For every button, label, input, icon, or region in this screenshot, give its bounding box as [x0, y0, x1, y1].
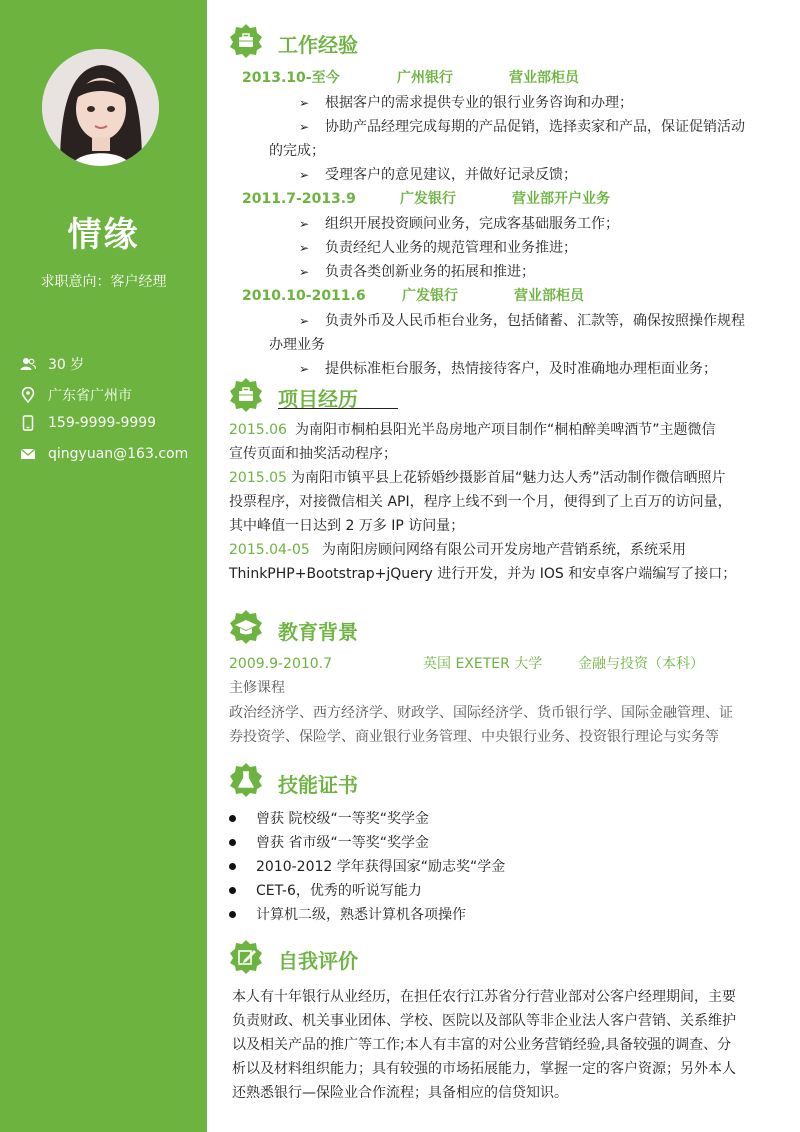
- mail-icon: [20, 446, 36, 462]
- section-title-education: 教育背景: [278, 620, 358, 644]
- project-desc: 其中峰值一日达到 2 万多 IP 访问量；: [229, 518, 465, 534]
- edit-icon: [229, 940, 263, 974]
- skill-item: 计算机二级，熟悉计算机各项操作: [256, 907, 466, 923]
- job-period: 2013.10-至今: [242, 70, 340, 86]
- job-duty: 负责各类创新业务的拓展和推进；: [325, 264, 535, 280]
- arrow-bullet-icon: ➢: [299, 241, 310, 255]
- skill-item: 2010-2012 学年获得国家“励志奖“学金: [256, 859, 506, 875]
- briefcase-icon: [229, 378, 263, 412]
- contact-age: [20, 353, 84, 375]
- phone-text[interactable]: 159-9999-9999: [48, 415, 157, 431]
- job-duty: 负责外币及人民币柜台业务，包括储蓄、汇款等，确保按照操作规程: [325, 313, 745, 329]
- skill-item: CET-6，优秀的听说写能力: [256, 883, 422, 899]
- skill-item: 曾获 省市级“一等奖“奖学金: [256, 835, 429, 851]
- age-text: 30 岁: [48, 357, 85, 373]
- arrow-bullet-icon: ➢: [299, 168, 310, 182]
- arrow-bullet-icon: ➢: [299, 314, 310, 328]
- contact-email: [20, 443, 188, 465]
- project-desc: 投票程序，对接微信相关 API，程序上线不到一个月，便得到了上百万的访问量，: [229, 494, 732, 510]
- job-company: 广发银行: [402, 288, 458, 304]
- self-eval-line: 还熟悉银行—保险业合作流程；具备相应的信贷知识。: [232, 1085, 568, 1101]
- job-duty: 协助产品经理完成每期的产品促销，选择卖家和产品，保证促销活动: [325, 119, 745, 135]
- arrow-bullet-icon: ➢: [299, 265, 310, 279]
- bullet-dot: [229, 815, 236, 822]
- section-title-skills: 技能证书: [278, 773, 358, 797]
- title-underline: [278, 408, 398, 409]
- location-text: 广东省广州市: [48, 388, 132, 404]
- map-pin-icon: [20, 387, 36, 403]
- job-duty: 根据客户的需求提供专业的银行业务咨询和办理；: [325, 95, 633, 111]
- edu-period: 2009.9-2010.7: [229, 656, 333, 672]
- bullet-dot: [229, 839, 236, 846]
- job-period: 2011.7-2013.9: [242, 191, 356, 207]
- section-title-work: 工作经验: [278, 33, 358, 57]
- project-desc: 为南阳市镇平县上花轿婚纱摄影首届“魅力达人秀”活动制作微信晒照片: [291, 470, 726, 486]
- job-duty: 提供标准柜台服务，热情接待客户，及时准确地办理柜面业务；: [325, 361, 717, 377]
- section-title-self-evaluation: 自我评价: [278, 949, 358, 973]
- bullet-dot: [229, 863, 236, 870]
- job-duty: 受理客户的意见建议，并做好记录反馈；: [325, 167, 577, 183]
- job-role: 营业部柜员: [514, 288, 584, 304]
- self-eval-line: 本人有十年银行从业经历，在担任农行江苏省分行营业部对公客户经理期间，主要: [232, 989, 736, 1005]
- email-text[interactable]: qingyuan@163.com: [48, 446, 189, 462]
- self-eval-line: 以及相关产品的推广等工作;本人有丰富的对公业务营销经验,具备较强的调查、分: [232, 1037, 732, 1053]
- project-desc: 为南阳房顾问网络有限公司开发房地产营销系统，系统采用: [322, 542, 686, 558]
- job-company: 广发银行: [400, 191, 456, 207]
- bullet-dot: [229, 887, 236, 894]
- skill-item: 曾获 院校级“一等奖“奖学金: [256, 811, 429, 827]
- candidate-name: 情缘: [67, 215, 140, 255]
- avatar: [42, 49, 159, 166]
- main-content: [207, 0, 800, 1132]
- self-eval-line: 析以及材料组织能力；具有较强的市场拓展能力，掌握一定的客户资源；另外本人: [232, 1061, 736, 1077]
- project-desc: 为南阳市桐柏县阳光半岛房地产项目制作“桐柏醉美啤酒节”主题微信: [295, 422, 716, 438]
- job-duty: 办理业务: [269, 337, 325, 353]
- job-duty: 负责经纪人业务的规范管理和业务推进；: [325, 240, 577, 256]
- project-desc: ThinkPHP+Bootstrap+jQuery 进行开发，并为 IOS 和安卓客户端编写了接口；: [229, 566, 737, 582]
- arrow-bullet-icon: ➢: [299, 217, 310, 231]
- project-date: 2015.06: [229, 422, 287, 438]
- job-period: 2010.10-2011.6: [242, 288, 366, 304]
- arrow-bullet-icon: ➢: [299, 96, 310, 110]
- job-duty: 的完成；: [269, 143, 325, 159]
- section-title-projects: 项目经历: [278, 387, 358, 411]
- courses-text: 券投资学、保险学、商业银行业务管理、中央银行业务、投资银行理论与实务等: [229, 729, 719, 745]
- project-date: 2015.04-05: [229, 542, 310, 558]
- users-icon: [20, 356, 36, 372]
- project-desc: 宣传页面和抽奖活动程序；: [229, 446, 397, 462]
- contact-location: [20, 384, 132, 406]
- arrow-bullet-icon: ➢: [299, 362, 310, 376]
- edu-major: 金融与投资（本科）: [578, 656, 704, 672]
- flask-icon: [229, 763, 263, 797]
- edu-school: 英国 EXETER 大学: [423, 656, 543, 672]
- sidebar: [0, 0, 207, 1132]
- phone-icon: [20, 415, 36, 431]
- courses-label: 主修课程: [229, 680, 285, 696]
- self-eval-line: 负责财政、机关事业团体、学校、医院以及部队等非企业法人客户营销、关系维护: [232, 1013, 736, 1029]
- job-company: 广州银行: [397, 70, 453, 86]
- project-date: 2015.05: [229, 470, 287, 486]
- job-role: 营业部开户业务: [512, 191, 610, 207]
- job-duty: 组织开展投资顾问业务，完成客基础服务工作；: [325, 216, 619, 232]
- arrow-bullet-icon: ➢: [299, 120, 310, 134]
- job-role: 营业部柜员: [509, 70, 579, 86]
- courses-text: 政治经济学、西方经济学、财政学、国际经济学、货币银行学、国际金融管理、证: [229, 705, 733, 721]
- graduation-cap-icon: [229, 610, 263, 644]
- contact-phone: [20, 412, 156, 434]
- bullet-dot: [229, 911, 236, 918]
- briefcase-icon: [229, 24, 263, 58]
- job-intent: 求职意向：客户经理: [40, 274, 167, 290]
